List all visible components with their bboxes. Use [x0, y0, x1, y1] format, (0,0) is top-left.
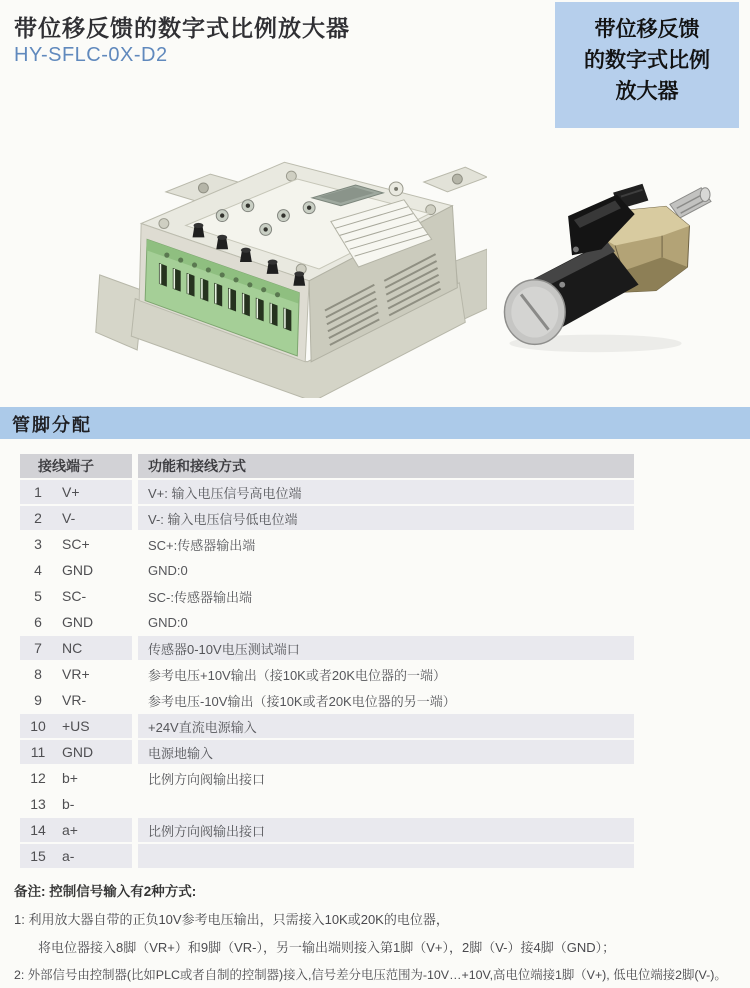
pin-terminal: b+: [62, 770, 78, 786]
pin-terminal-cell: [20, 688, 132, 712]
table-row: [20, 662, 634, 686]
pin-terminal-cell: [20, 818, 132, 842]
pin-terminal: a+: [62, 822, 78, 838]
buzzer-hole: [394, 187, 398, 191]
amplifier-module-photo: [72, 133, 487, 398]
table-row: [20, 766, 634, 790]
table-row: [20, 558, 634, 582]
pin-number: 9: [34, 692, 42, 708]
pin-terminal-cell: [20, 662, 132, 686]
pin-description: 比例方向阀输出接口: [138, 818, 634, 842]
pin-terminal-cell: [20, 480, 132, 504]
pin-number: 12: [30, 770, 46, 786]
pin-description: GND:0: [148, 562, 188, 578]
corner-title-line: 放大器: [615, 80, 679, 103]
pin-terminal-cell: [20, 714, 132, 738]
pin-number: 15: [30, 848, 46, 864]
pin-description: [138, 792, 634, 816]
table-row: [20, 532, 634, 556]
pin-terminal: V-: [62, 510, 76, 526]
pin-terminal: SC-: [62, 588, 87, 604]
pin-description: 传感器0-10V电压测试端口: [138, 636, 634, 660]
table-row: [20, 584, 634, 608]
table-row: [20, 818, 634, 842]
pin-number: 8: [34, 666, 42, 682]
table-row: [20, 714, 634, 738]
pin-description: SC+:传感器输出端: [148, 537, 256, 553]
pin-terminal-cell: [20, 844, 132, 868]
table-row: [20, 610, 634, 634]
pin-table: [20, 454, 634, 870]
pin-terminal: VR+: [62, 666, 90, 682]
pin-terminal-cell: [20, 532, 132, 556]
pin-description: 比例方向阀输出接口: [148, 771, 266, 787]
connector-screw: [573, 246, 579, 252]
pin-description: V+: 输入电压信号高电位端: [138, 480, 634, 504]
pin-terminal-cell: [20, 584, 132, 608]
pin-description: 参考电压+10V输出（接10K或者20K电位器的一端）: [148, 667, 446, 683]
pin-description: 电源地输入: [138, 740, 634, 764]
note-1-line-2: 将电位器接入8脚（VR+）和9脚（VR-），另一输出端则接入第1脚（V+），2脚（V-）接4脚（GND）；: [38, 940, 616, 955]
notes-remark: 备注: 控制信号输入有2种方式:: [14, 884, 197, 899]
pin-terminal: V+: [62, 484, 80, 500]
table-row: [20, 506, 634, 530]
pin-number: 5: [34, 588, 42, 604]
pin-terminal: +US: [62, 718, 90, 734]
pin-number: 2: [34, 510, 42, 526]
pin-terminal: b-: [62, 796, 75, 812]
note-1-line-1: 1: 利用放大器自带的正负10V参考电压输出，只需接入10K或20K的电位器，: [14, 912, 449, 927]
pin-number: 14: [30, 822, 46, 838]
pin-table-header: [20, 454, 634, 478]
pin-terminal: VR-: [62, 692, 87, 708]
pin-number: 1: [34, 484, 42, 500]
pin-terminal: a-: [62, 848, 75, 864]
pin-terminal-cell: [20, 792, 132, 816]
table-row: [20, 688, 634, 712]
pin-description: SC-:传感器输出端: [148, 589, 253, 605]
pin-terminal: NC: [62, 640, 83, 656]
page-title: 带位移反馈的数字式比例放大器: [14, 15, 350, 41]
pin-number: 4: [34, 562, 42, 578]
pin-terminal: GND: [62, 614, 94, 630]
pin-number: 7: [34, 640, 42, 656]
table-row: [20, 636, 634, 660]
pin-terminal-cell: [20, 740, 132, 764]
pin-table-body: [20, 480, 634, 868]
section-band: [0, 407, 750, 439]
corner-title-box: [555, 2, 739, 128]
corner-title-line: 的数字式比例: [584, 49, 710, 72]
screw-hole: [198, 183, 208, 193]
screw-hole: [452, 174, 462, 184]
pin-number: 13: [30, 796, 46, 812]
pin-terminal-cell: [20, 766, 132, 790]
body-screw: [559, 282, 565, 288]
pin-terminal: GND: [62, 744, 94, 760]
header-function: 功能和接线方式: [138, 454, 634, 478]
end-cap: [504, 280, 565, 345]
note-2: 2: 外部信号由控制器(比如PLC或者自制的控制器)接入,信号差分电压范围为-10V…+10V,高电位端接1脚（V+), 低电位端接2脚(V-)。: [14, 968, 727, 982]
pin-terminal-cell: [20, 636, 132, 660]
pin-description: +24V直流电源输入: [138, 714, 634, 738]
pin-number: 11: [30, 744, 46, 760]
table-row: [20, 740, 634, 764]
pin-number: 6: [34, 614, 42, 630]
table-row: [20, 792, 634, 816]
pin-terminal: GND: [62, 562, 94, 578]
pin-description: 参考电压-10V输出（接10K或者20K电位器的另一端）: [148, 693, 456, 709]
screw-hole: [159, 219, 169, 229]
corner-title-line: 带位移反馈: [594, 18, 700, 41]
pin-description: V-: 输入电压信号低电位端: [138, 506, 634, 530]
table-row: [20, 480, 634, 504]
threaded-stud: [670, 188, 711, 218]
pin-terminal-cell: [20, 506, 132, 530]
table-row: [20, 844, 634, 868]
pin-number: 3: [34, 536, 42, 552]
pin-description: GND:0: [148, 614, 188, 630]
pin-terminal: SC+: [62, 536, 90, 552]
header-terminal: 接线端子: [20, 454, 132, 478]
pin-terminal-cell: [20, 558, 132, 582]
displacement-sensor-photo: [478, 175, 713, 361]
pin-number: 10: [30, 718, 46, 734]
pin-description: [138, 844, 634, 868]
model-number: HY-SFLC-0X-D2: [14, 44, 168, 66]
pin-terminal-cell: [20, 610, 132, 634]
section-title: 管脚分配: [12, 415, 92, 435]
